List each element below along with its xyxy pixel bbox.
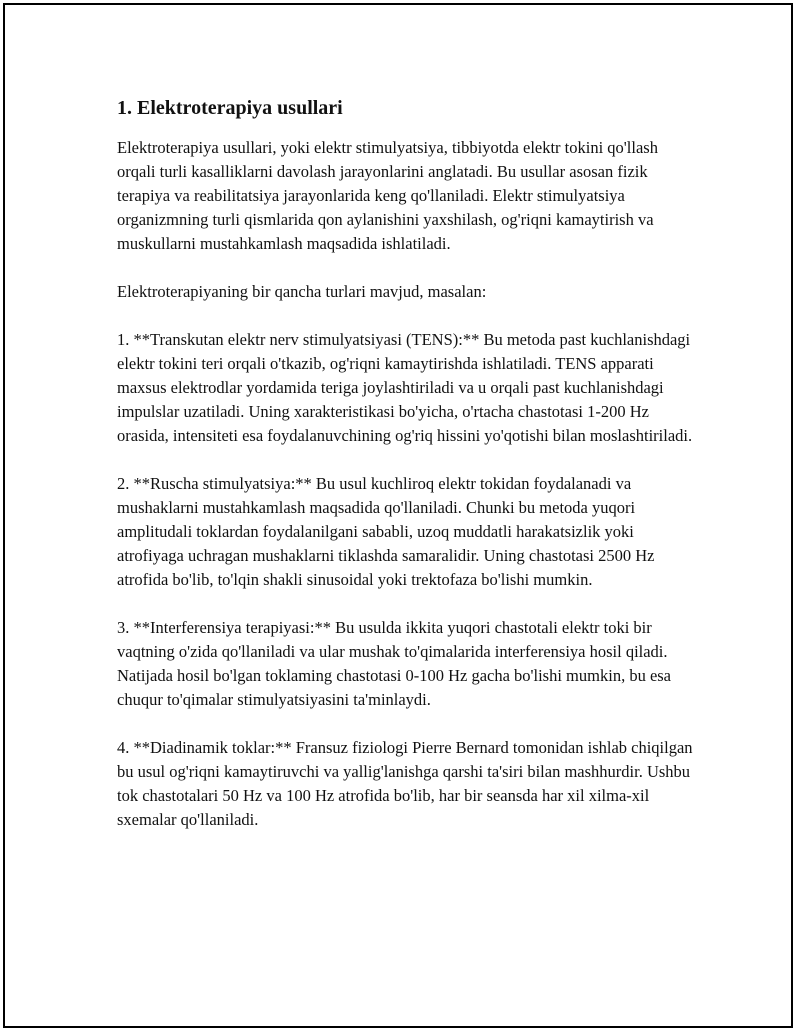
section-heading: 1. Elektroterapiya usullari [117, 97, 343, 119]
types-intro-paragraph: Elektroterapiyaning bir qancha turlari mavjud, masalan: [117, 282, 487, 301]
intro-paragraph: Elektroterapiya usullari, yoki elektr stimulyatsiya, tibbiyotda elektr tokini qo'llash orqali turli kasalliklarni davolash jarayonlarini anglatadi. Bu usullar asosan fizik terapiya va reabilitatsiya jarayonlarida keng qo'llaniladi. Elektr stimulyatsiya organizmning turli qismlarida qon aylanishini yaxshilash, og'riqni kamaytirish va muskullarni mustahkamlash maqsadida ishlatiladi. [117, 138, 658, 253]
document-body [117, 96, 697, 856]
list-item-interference-therapy: 3. **Interferensiya terapiyasi:** Bu usulda ikkita yuqori chastotali elektr toki bir vaqtning o'zida qo'llaniladi va ular mushak to'qimalarida interferensiya hosil qiladi. Natijada hosil bo'lgan toklaming chastotasi 0-100 Hz gacha bo'lishi mumkin, bu esa chuqur to'qimalar stimulyatsiyasini ta'minlaydi. [117, 618, 672, 709]
list-item-diadynamic-currents: 4. **Diadinamik toklar:** Fransuz fiziologi Pierre Bernard tomonidan ishlab chiqilgan bu usul og'riqni kamaytiruvchi va yallig'lanishga qarshi ta'siri bilan mashhurdir. Ushbu tok chastotalari 50 Hz va 100 Hz atrofida bo'lib, har bir seansda har xil xilma-xil sxemalar qo'llaniladi. [117, 738, 693, 829]
list-item-russian-stimulation: 2. **Ruscha stimulyatsiya:** Bu usul kuchliroq elektr tokidan foydalanadi va mushaklarni mustahkamlash maqsadida qo'llaniladi. Chunki bu metoda yuqori amplitudali toklardan foydalanilgani sababli, uzoq muddatli harakatsizlik yoki atrofiyaga uchragan mushaklarni tiklashda samaralidir. Uning chastotasi 2500 Hz atrofida bo'lib, to'lqin shakli sinusoidal yoki trektofaza bo'lishi mumkin. [117, 474, 655, 589]
list-item-tens: 1. **Transkutan elektr nerv stimulyatsiyasi (TENS):** Bu metoda past kuchlanishdagi elektr tokini teri orqali o'tkazib, og'riqni kamaytirishda ishlatiladi. TENS apparati maxsus elektrodlar yordamida teriga joylashtiriladi va u orqali past kuchlanishdagi impulslar uzatiladi. Uning xarakteristikasi bo'yicha, o'rtacha chastotasi 1-200 Hz orasida, intensiteti esa foydalanuvchining og'riq hissini yo'qotishi bilan moslashtiriladi. [117, 330, 693, 445]
